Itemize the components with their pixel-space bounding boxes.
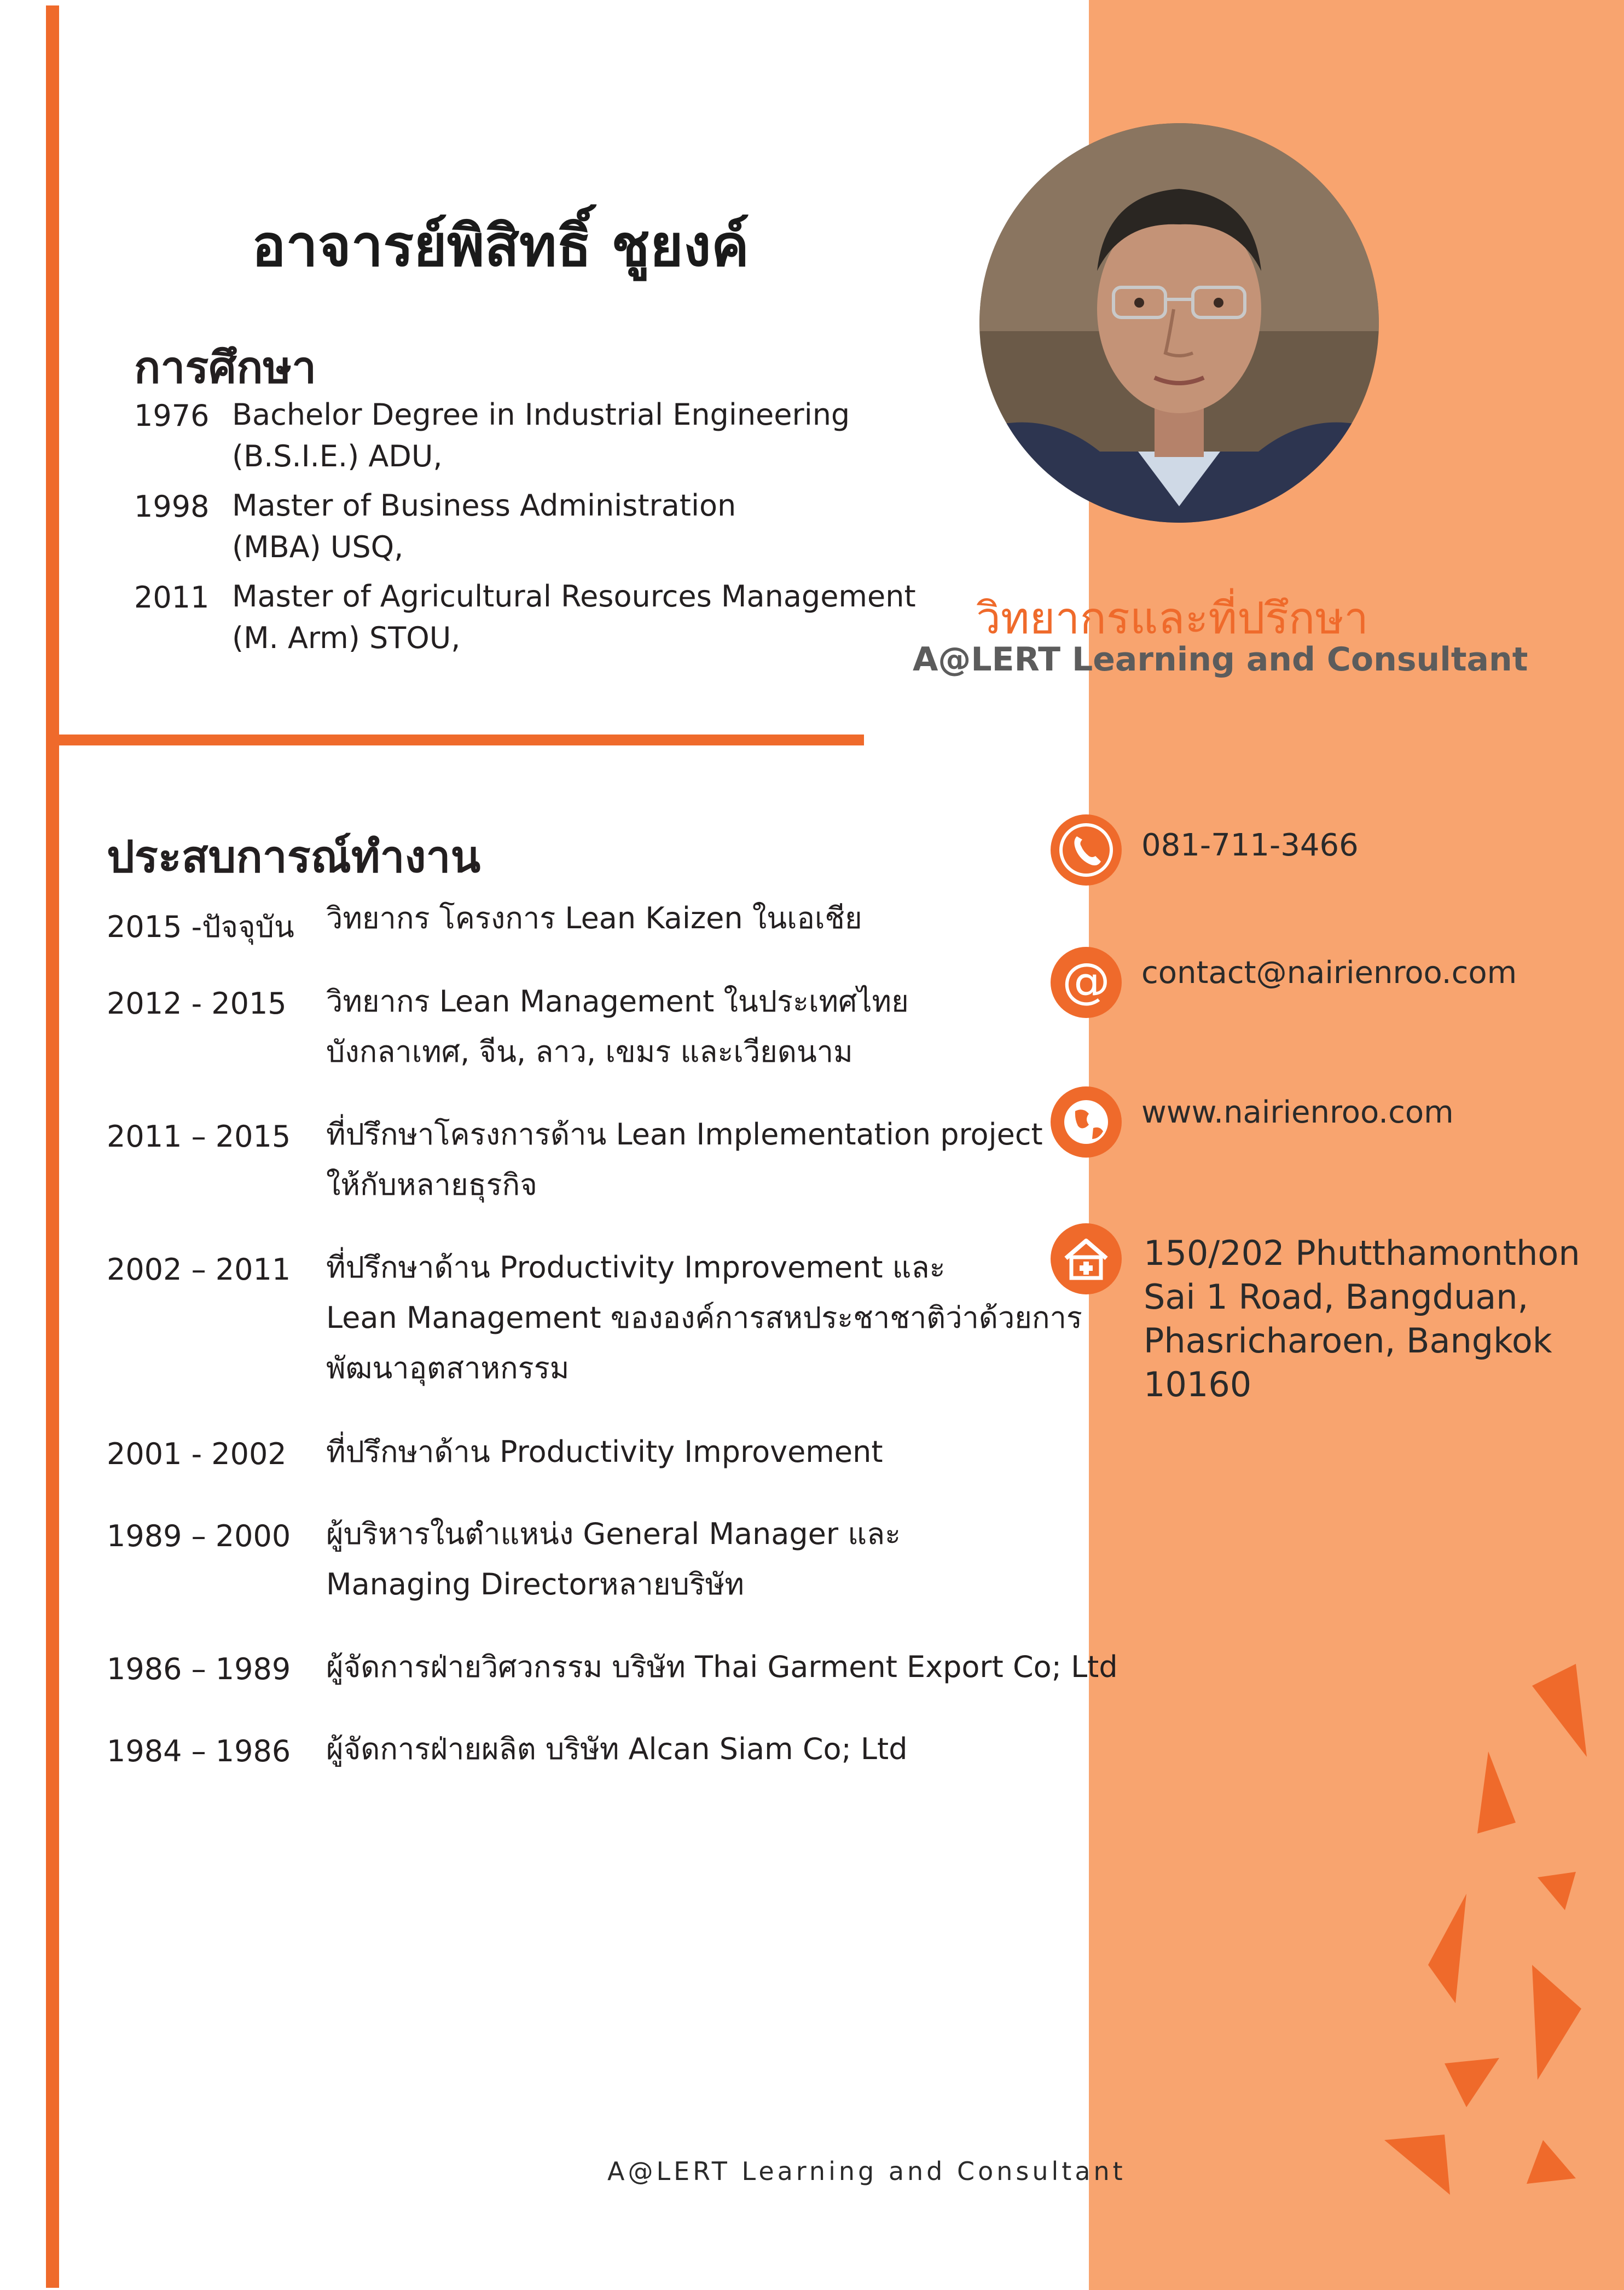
page-title: อาจารย์พิสิทธิ์ ชูยงค์ [252, 212, 750, 279]
education-year: 1976 [134, 398, 210, 433]
experience-period: 1984 – 1986 [107, 1734, 291, 1768]
website-link[interactable]: www.nairienroo.com [1141, 1095, 1454, 1130]
profile-photo [979, 123, 1379, 523]
education-year: 2011 [134, 580, 210, 615]
experience-heading: ประสบการณ์ทำงาน [107, 831, 481, 882]
experience-period: 1986 – 1989 [107, 1652, 291, 1686]
experience-description: ผู้จัดการฝ่ายผลิต บริษัท Alcan Siam Co; Ltd [326, 1732, 908, 1766]
role-title: วิทยากรและที่ปรึกษา [976, 593, 1368, 644]
at-icon [1051, 947, 1122, 1018]
left-accent-bar [46, 5, 59, 2288]
address: 150/202 Phutthamonthon Sai 1 Road, Bangduan, Phasricharoen, Bangkok 10160 [1144, 1233, 1580, 1404]
experience-period: 2002 – 2011 [107, 1252, 291, 1287]
globe-icon [1051, 1086, 1122, 1158]
education-heading: การศึกษา [134, 342, 317, 393]
company-name: A@LERT Learning and Consultant [913, 640, 1528, 679]
section-divider [46, 735, 864, 745]
experience-description: ที่ปรึกษาด้าน Productivity Improvement [326, 1435, 883, 1469]
experience-description: ที่ปรึกษาด้าน Productivity Improvement และ Lean Management ขององค์การสหประชาชาติว่าด้วยการ พัฒนาอุตสาหกรรม [326, 1250, 1082, 1385]
decorative-triangles [1335, 1653, 1598, 2222]
footer-text: A@LERT Learning and Consultant [607, 2156, 1126, 2186]
experience-description: วิทยากร Lean Management ในประเทศไทย บังกลาเทศ, จีน, ลาว, เขมร และเวียดนาม [326, 984, 909, 1069]
phone-number[interactable]: 081-711-3466 [1141, 828, 1359, 863]
experience-period: 2011 – 2015 [107, 1119, 291, 1154]
education-degree: Master of Business Administration (MBA) USQ, [232, 488, 736, 564]
experience-period: 2001 - 2002 [107, 1437, 287, 1471]
home-icon [1051, 1223, 1122, 1294]
education-degree: Bachelor Degree in Industrial Engineering (B.S.I.E.) ADU, [232, 397, 850, 473]
education-degree: Master of Agricultural Resources Management (M. Arm) STOU, [232, 579, 916, 655]
experience-description: ผู้จัดการฝ่ายวิศวกรรม บริษัท Thai Garment Export Co; Ltd [326, 1650, 1118, 1684]
education-year: 1998 [134, 489, 210, 524]
experience-description: ผู้บริหารในตำแหน่ง General Manager และ Managing Directorหลายบริษัท [326, 1517, 901, 1601]
svg-text:@: @ [1062, 952, 1110, 1009]
experience-period: 2012 - 2015 [107, 986, 287, 1021]
email-link[interactable]: contact@nairienroo.com [1141, 955, 1517, 991]
experience-description: วิทยากร โครงการ Lean Kaizen ในเอเชีย [326, 901, 862, 935]
experience-period: 1989 – 2000 [107, 1519, 291, 1553]
experience-period: 2015 -ปัจจุบัน [107, 910, 294, 944]
phone-icon [1051, 814, 1122, 886]
experience-description: ที่ปรึกษาโครงการด้าน Lean Implementation project ให้กับหลายธุรกิจ [326, 1117, 1043, 1202]
